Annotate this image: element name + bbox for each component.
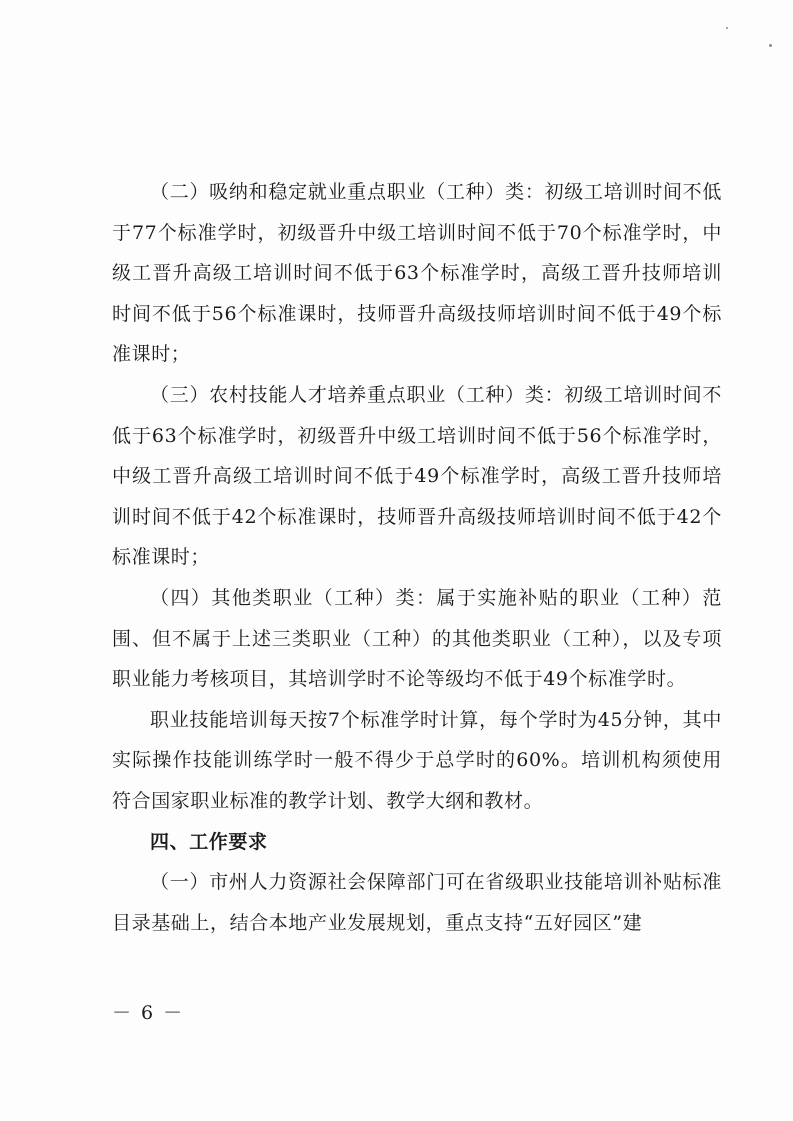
paragraph-other-occupations: （四）其他类职业（工种）类：属于实施补贴的职业（工种）范围、但不属于上述三类职业（工种）的其他类职业（工种），以及专项职业能力考核项目，其培训学时不论等级均不低于49个标准学时。 <box>112 586 722 691</box>
paragraph-municipal-departments: （一）市州人力资源社会保障部门可在省级职业技能培训补贴标准目录基础上，结合本地产业发展规划，重点支持“五好园区”建 <box>112 871 722 934</box>
scan-speck <box>726 27 728 29</box>
paragraph-training-hours: 职业技能培训每天按7个标准学时计算，每个学时为45分钟，其中实际操作技能训练学时一般不得少于总学时的60%。培训机构须使用符合国家职业标准的教学计划、教学大纲和教材。 <box>112 708 722 812</box>
paragraph-rural-skills-occupations: （三）农村技能人才培养重点职业（工种）类：初级工培训时间不低于63个标准学时，初级晋升中级工培训时间不低于56个标准学时，中级工晋升高级工培训时间不低于49个标准学时，高级工晋升技师培训时间不低于42个标准课时，技师晋升高级技师培训时间不低于42个标准课时； <box>112 383 722 569</box>
document-body <box>112 172 722 943</box>
paragraph-employment-occupations: （二）吸纳和稳定就业重点职业（工种）类：初级工培训时间不低于77个标准学时，初级晋升中级工培训时间不低于70个标准学时，中级工晋升高级工培训时间不低于63个标准学时，高级工晋升技师培训时间不低于56个标准课时，技师晋升高级技师培训时间不低于49个标准课时； <box>112 181 722 366</box>
scan-speck <box>769 44 772 47</box>
section-heading-work-requirements: 四、工作要求 <box>150 830 268 853</box>
page-number: － 6 － <box>112 1002 185 1024</box>
